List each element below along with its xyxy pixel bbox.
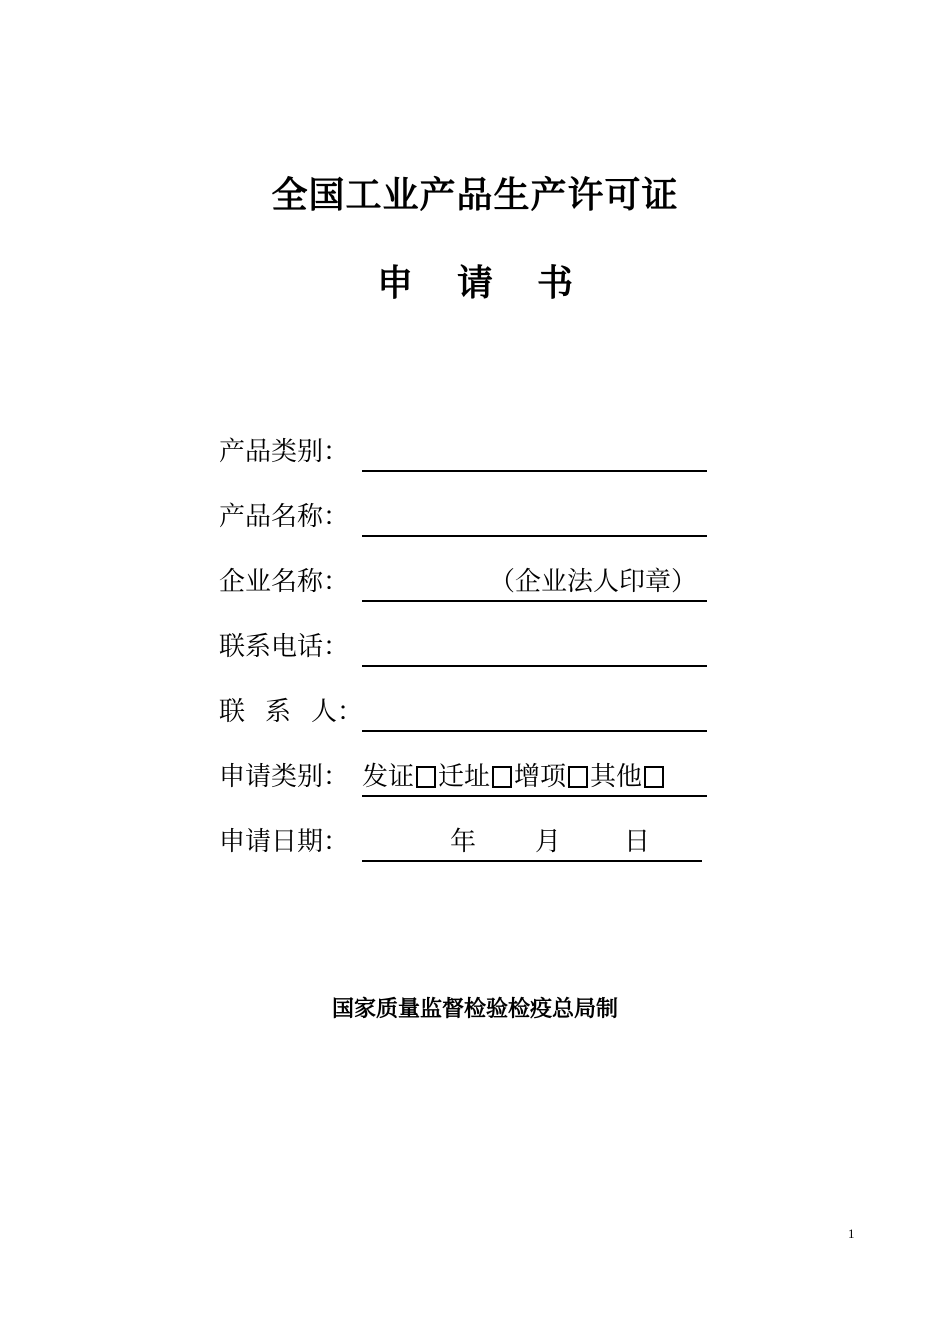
application-date-label: 申请日期： — [219, 827, 350, 857]
phone-label: 联系电话： — [219, 632, 350, 662]
product-category-input[interactable] — [362, 432, 707, 472]
subtitle-char: 申 — [376, 263, 413, 304]
document-subtitle — [0, 262, 950, 306]
subtitle-char: 书 — [537, 263, 574, 304]
product-category-label: 产品类别： — [219, 437, 350, 467]
option-add-item-checkbox[interactable] — [568, 766, 588, 788]
application-type-options — [362, 757, 707, 797]
application-date-input[interactable] — [362, 822, 702, 862]
option-add-item-label: 增项 — [514, 762, 567, 792]
date-day-label: 日 — [624, 827, 651, 857]
option-relocate-label: 迁址 — [438, 762, 491, 792]
contact-label — [219, 692, 364, 732]
contact-input[interactable] — [362, 692, 707, 732]
option-relocate-checkbox[interactable] — [492, 766, 512, 788]
option-other-checkbox[interactable] — [644, 766, 664, 788]
date-year-label: 年 — [450, 827, 477, 857]
option-issue-label: 发证 — [362, 762, 415, 792]
contact-label-char: 联 — [219, 697, 246, 727]
document-title: 全国工业产品生产许可证 — [271, 175, 679, 216]
product-name-label: 产品名称： — [219, 502, 350, 532]
company-name-input[interactable] — [362, 562, 707, 602]
date-month-label: 月 — [535, 827, 562, 857]
contact-label-char: 系 — [265, 697, 292, 727]
page-number: 1 — [848, 1226, 855, 1241]
issuer-footer: 国家质量监督检验检疫总局制 — [331, 997, 618, 1022]
subtitle-char: 请 — [456, 263, 493, 304]
phone-input[interactable] — [362, 627, 707, 667]
option-issue-checkbox[interactable] — [416, 766, 436, 788]
company-name-label: 企业名称： — [219, 567, 350, 597]
application-type-label: 申请类别： — [219, 762, 350, 792]
company-seal-note: （企业法人印章） — [488, 567, 697, 597]
product-name-input[interactable] — [362, 497, 707, 537]
contact-label-char: 人： — [311, 697, 364, 727]
option-other-label: 其他 — [590, 762, 643, 792]
